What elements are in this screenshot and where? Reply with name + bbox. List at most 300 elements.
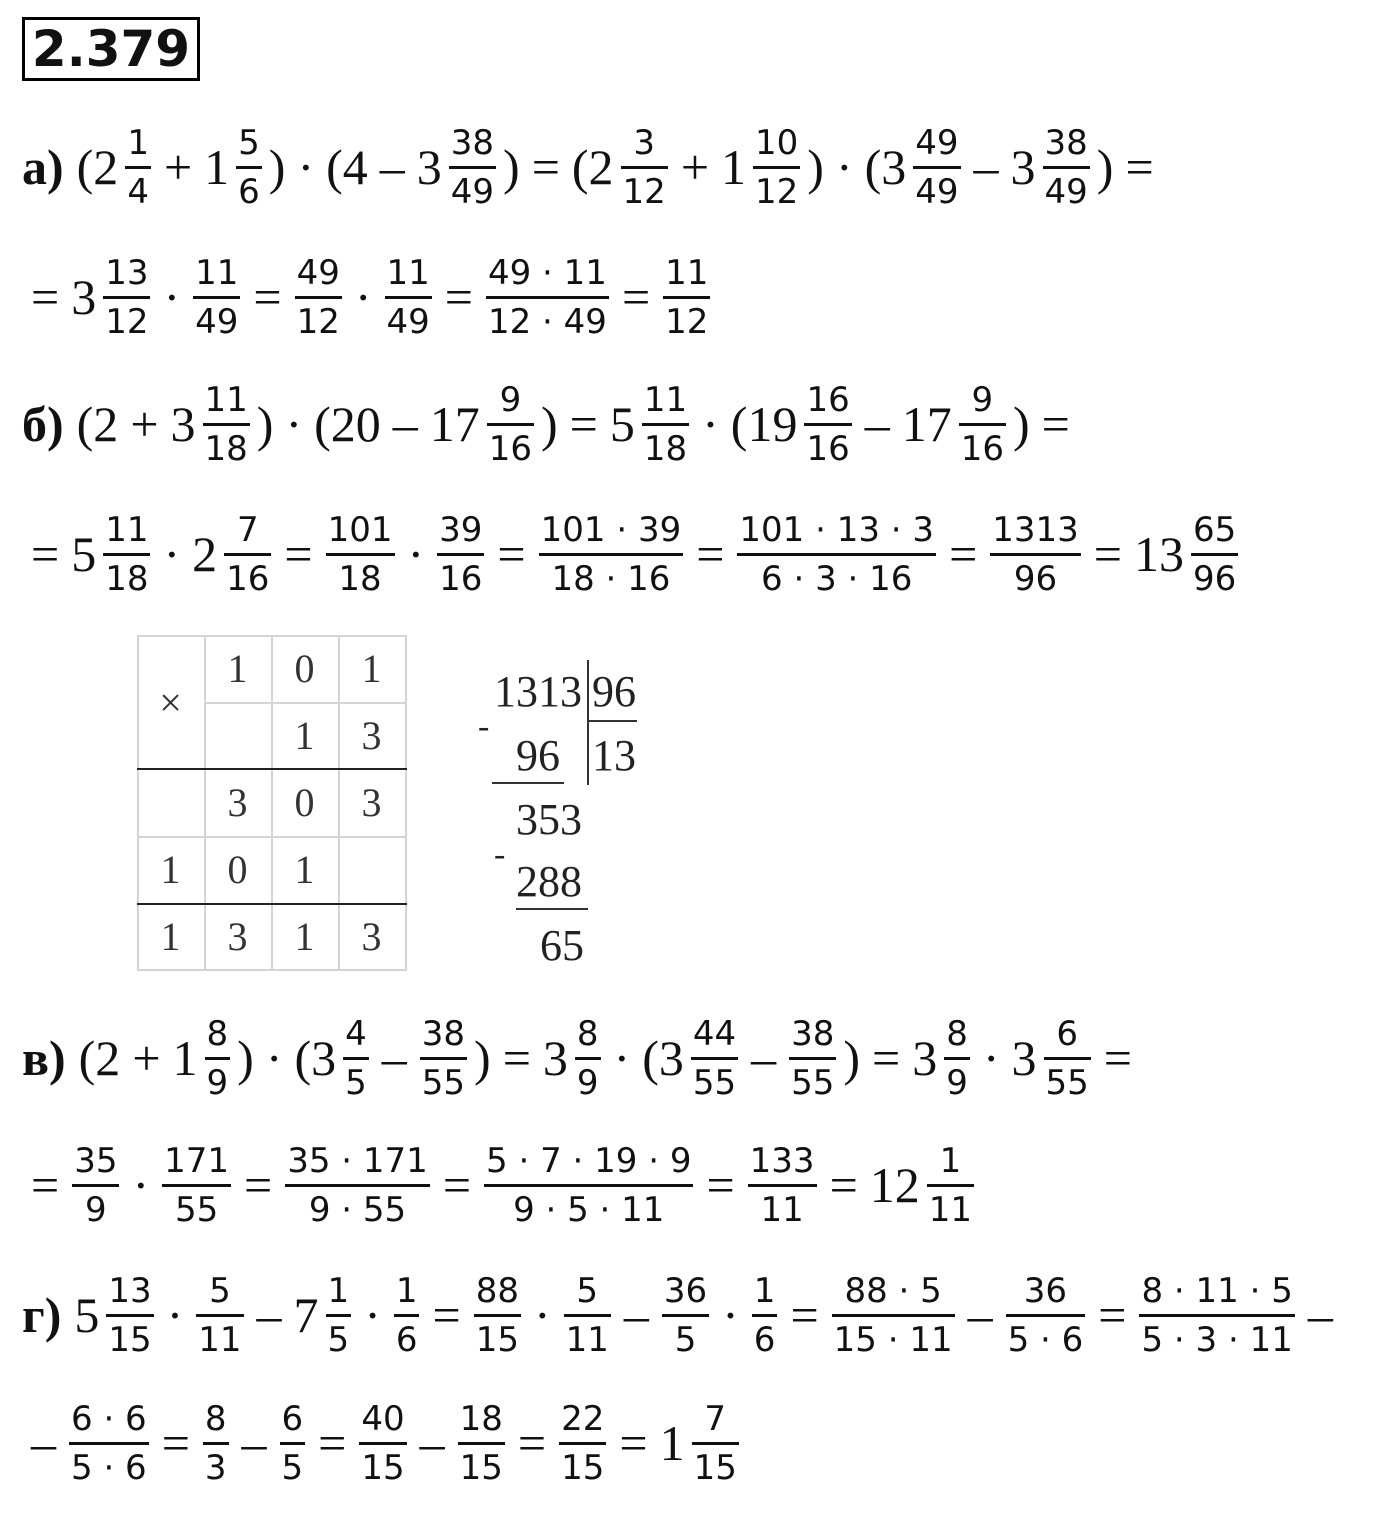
fraction [990,509,1081,599]
part-c-line-1 [22,1003,1141,1113]
operator: · [364,1287,381,1343]
multiply-sign: × [159,680,182,725]
denominator: 5 [327,1319,350,1360]
math-term: (2 [571,139,614,195]
numerator: 49 [915,122,959,163]
numerator: 101 · 13 · 3 [739,509,935,550]
numerator: 8 [946,1013,968,1054]
minus-sign: - [478,708,490,745]
fraction [420,1013,467,1103]
fraction [748,1140,817,1230]
fraction [487,379,534,469]
operator: – [751,1030,777,1086]
grid-cell: 1 [227,646,248,691]
math-term: 13 [1134,526,1184,582]
denominator: 12 [105,301,149,342]
part-c-line-2 [22,1130,978,1240]
numerator: 10 [755,122,799,163]
fraction [343,1013,369,1103]
denominator: 18 [204,428,248,469]
denominator: 96 [1193,558,1237,599]
fraction [662,1270,709,1360]
math-term: (20 [314,396,381,452]
numerator: 8 [576,1013,599,1054]
grid-cell: 0 [294,646,315,691]
operator: = [502,1030,531,1086]
numerator: 38 [1044,122,1088,163]
denominator: 16 [488,428,533,469]
operator: = [1098,1287,1127,1343]
math-term: 1 [204,139,230,195]
numerator: 5 [238,122,260,163]
numerator: 101 [327,509,393,550]
denominator: 55 [421,1062,466,1103]
denominator: 15 · 11 [833,1319,953,1360]
remainder-1: 353 [516,795,582,844]
math-term: 17 [429,396,480,452]
fraction [753,122,800,212]
math-term: ) [268,139,286,195]
fraction [832,1270,955,1360]
numerator: 5 · 7 · 19 · 9 [486,1140,692,1181]
denominator: 11 [565,1319,609,1360]
operator: – [419,1415,445,1471]
fraction [103,252,150,342]
denominator: 55 [174,1189,219,1230]
fraction [737,509,936,599]
fraction [1043,122,1090,212]
fraction [944,1013,970,1103]
operator: = [1125,139,1154,195]
math-term: ) [843,1030,861,1086]
denominator: 3 [204,1447,227,1488]
numerator: 8 [204,1398,227,1439]
denominator: 9 [576,1062,599,1103]
fraction [236,122,262,212]
math-term: 3 [542,1030,568,1086]
fraction [474,1270,521,1360]
denominator: 11 [928,1189,973,1230]
math-term: 2 [192,526,218,582]
multiplication-grid [137,635,407,971]
denominator: 49 [450,171,495,212]
operator: = [569,396,598,452]
fraction [193,252,240,342]
numerator: 65 [1193,509,1237,550]
operator: = [244,1157,273,1213]
numerator: 11 [105,509,149,550]
numerator: 1 [127,122,149,163]
denominator: 16 [806,428,850,469]
denominator: 55 [1045,1062,1089,1103]
grid-cell: 0 [227,847,248,892]
part-d-line-1 [22,1260,1342,1370]
operator: – [864,396,890,452]
numerator: 8 · 11 · 5 [1141,1270,1293,1311]
grid-cell: 1 [160,847,181,892]
operator: = [872,1030,901,1086]
fraction [205,1013,231,1103]
math-term: ) [237,1030,254,1086]
numerator: 6 · 6 [71,1398,147,1439]
denominator: 4 [127,171,149,212]
fraction [125,122,151,212]
denominator: 18 [643,428,688,469]
numerator: 11 [386,252,430,293]
fraction [203,379,250,469]
dividend: 1313 [494,667,582,716]
operator: – [256,1287,282,1343]
operator: · [613,1030,631,1086]
grid-cell: 0 [294,780,315,825]
operator: · [166,1287,184,1343]
fraction [103,509,150,599]
math-term: (19 [730,396,798,452]
fraction [203,1398,229,1488]
math-term: ) [503,139,520,195]
numerator: 49 · 11 [487,252,607,293]
math-term: (2 [76,139,119,195]
numerator: 4 [345,1013,367,1054]
operator: = [284,526,313,582]
denominator: 9 [206,1062,229,1103]
denominator: 49 [915,171,959,212]
fraction [285,1140,430,1230]
operator: + [163,139,193,195]
operator: · [265,1030,283,1086]
denominator: 15 [475,1319,519,1360]
operator: · [835,139,853,195]
problem-number: 2.379 [22,17,200,81]
math-term: (3 [864,139,907,195]
operator: · [722,1287,739,1343]
math-term: 5 [609,396,635,452]
operator: · [354,269,372,325]
numerator: 133 [749,1140,815,1181]
fraction [394,1270,420,1360]
denominator: 15 [693,1447,737,1488]
part-b-expression-2 [22,509,1242,599]
numerator: 5 [209,1270,231,1311]
part-a-line-2 [22,242,714,352]
operator: · [297,139,315,195]
fraction [621,122,668,212]
operator: = [161,1415,190,1471]
denominator: 12 [755,171,799,212]
denominator: 96 [1013,558,1058,599]
numerator: 18 [459,1398,503,1439]
fraction [385,252,432,342]
part-b-line-1 [22,369,1079,479]
numerator: 38 [421,1013,466,1054]
operator: = [31,269,60,325]
fraction [437,509,484,599]
fraction [280,1398,306,1488]
operator: · [163,526,181,582]
numerator: 9 [499,379,522,420]
operator: · [132,1157,150,1213]
operator: = [31,526,60,582]
numerator: 13 [108,1270,152,1311]
numerator: 1313 [992,509,1079,550]
denominator: 18 [338,558,382,599]
denominator: 9 [946,1062,968,1103]
grid-cell: 1 [361,646,382,691]
denominator: 6 [238,171,260,212]
numerator: 88 [475,1270,519,1311]
part-d-expression-1 [71,1270,1342,1360]
operator: · [163,269,181,325]
fraction [959,379,1006,469]
part-c-expression-2 [22,1140,978,1230]
math-term: 3 [416,139,442,195]
numerator: 49 [296,252,340,293]
numerator: 11 [195,252,239,293]
grid-cell: 3 [361,780,382,825]
denominator: 15 [459,1447,503,1488]
fraction [1191,509,1238,599]
operator: – [392,396,418,452]
operator: = [1041,396,1070,452]
grid-cell: 3 [361,713,382,758]
operator: = [432,1287,461,1343]
operator: = [706,1157,735,1213]
fraction [1006,1270,1086,1360]
operator: + [680,139,710,195]
math-term: 3 [170,396,196,452]
numerator: 13 [105,252,149,293]
operator: = [621,269,651,325]
operator: · [702,396,719,452]
numerator: 3 [633,122,655,163]
fraction [359,1398,406,1488]
fraction [663,252,710,342]
math-term: (2 [76,396,119,452]
denominator: 15 [561,1447,605,1488]
long-division [470,660,730,980]
numerator: 5 [576,1270,599,1311]
numerator: 38 [791,1013,835,1054]
numerator: 6 [281,1398,304,1439]
numerator: 11 [665,252,709,293]
grid-cell: 3 [361,914,382,959]
math-term: 3 [1010,139,1036,195]
numerator: 1 [939,1140,962,1181]
math-term: (3 [294,1030,337,1086]
operator: = [497,526,526,582]
numerator: 39 [439,509,483,550]
numerator: 1 [395,1270,418,1311]
fraction [539,509,684,599]
part-a-label: а) [22,139,64,195]
operator: = [442,1157,472,1213]
operator: = [531,139,560,195]
denominator: 12 · 49 [487,301,607,342]
operator: = [949,526,978,582]
math-term: 3 [912,1030,938,1086]
divisor: 96 [592,667,636,716]
grid-cell: 3 [227,780,248,825]
fraction [1139,1270,1294,1360]
operator: = [829,1157,858,1213]
operator: = [444,269,473,325]
numerator: 171 [164,1140,230,1181]
math-term: 1 [172,1030,198,1086]
operator: – [1307,1287,1333,1343]
denominator: 5 · 3 · 11 [1141,1319,1293,1360]
math-term: ) [1012,396,1030,452]
part-d-label: г) [22,1287,62,1343]
numerator: 8 [206,1013,229,1054]
fraction [69,1398,149,1488]
numerator: 6 [1056,1013,1078,1054]
math-term: ) [1096,139,1114,195]
denominator: 49 [1044,171,1088,212]
denominator: 15 [108,1319,152,1360]
operator: – [973,139,999,195]
fraction [72,1140,119,1230]
part-a-line-1 [22,112,1163,222]
numerator: 11 [643,379,688,420]
operator: = [696,526,725,582]
operator: – [623,1287,649,1343]
denominator: 49 [195,301,239,342]
operator: = [790,1287,819,1343]
fraction [691,1013,738,1103]
minus-sign: - [494,836,506,873]
part-d-line-2 [22,1388,743,1498]
numerator: 36 [663,1270,708,1311]
denominator: 5 · 6 [71,1447,147,1488]
fraction [927,1140,974,1230]
fraction [458,1398,505,1488]
numerator: 22 [561,1398,605,1439]
denominator: 49 [386,301,430,342]
numerator: 11 [204,379,248,420]
fraction [486,252,609,342]
denominator: 12 [296,301,340,342]
math-term: (3 [642,1030,684,1086]
fraction [1044,1013,1091,1103]
fraction [575,1013,601,1103]
numerator: 38 [450,122,495,163]
denominator: 18 [105,558,149,599]
operator: = [517,1415,547,1471]
operator: · [533,1287,551,1343]
denominator: 18 · 16 [551,558,671,599]
denominator: 9 [85,1189,107,1230]
operator: – [967,1287,993,1343]
numerator: 36 [1023,1270,1068,1311]
grid-cell: 1 [294,914,315,959]
math-term: 5 [71,526,97,582]
denominator: 15 [361,1447,405,1488]
fraction [295,252,342,342]
fraction [106,1270,153,1360]
math-term: 17 [901,396,952,452]
operator: – [381,1030,407,1086]
math-term: ) [807,139,824,195]
operator: · [407,526,425,582]
grid-cell: 1 [294,847,315,892]
numerator: 16 [806,379,850,420]
denominator: 12 [622,171,666,212]
numerator: 7 [704,1398,727,1439]
fraction [752,1270,778,1360]
math-term: 7 [293,1287,319,1343]
fraction [564,1270,611,1360]
part-c-label: в) [22,1030,66,1086]
denominator: 55 [791,1062,835,1103]
numerator: 9 [971,379,994,420]
denominator: 6 [395,1319,418,1360]
math-term: 1 [659,1415,685,1471]
math-term: (4 [326,139,368,195]
denominator: 5 [674,1319,697,1360]
fraction [913,122,960,212]
fraction [162,1140,231,1230]
math-term: ) [256,396,274,452]
numerator: 7 [236,509,259,550]
operator: = [1093,526,1122,582]
operator: = [318,1415,347,1471]
denominator: 5 · 6 [1007,1319,1084,1360]
part-a-expression-2 [22,252,714,342]
subtrahend-1: 96 [516,731,560,780]
math-term: 12 [869,1157,920,1213]
fraction [692,1398,739,1488]
remainder: 65 [540,921,584,970]
denominator: 55 [692,1062,737,1103]
numerator: 35 [74,1140,118,1181]
fraction [804,379,851,469]
fraction [559,1398,606,1488]
numerator: 35 · 171 [287,1140,428,1181]
fraction [224,509,271,599]
operator: · [982,1030,1000,1086]
grid-cell: 3 [227,914,248,959]
numerator: 44 [692,1013,737,1054]
denominator: 16 [960,428,1004,469]
denominator: 11 [198,1319,242,1360]
part-c-expression-1 [76,1013,1141,1103]
math-term: (2 [78,1030,121,1086]
fraction [449,122,496,212]
part-d-expression-2 [22,1398,743,1488]
subtrahend-2: 288 [516,857,582,906]
math-term: 5 [74,1287,100,1343]
operator: + [132,1030,161,1086]
operator: = [619,1415,648,1471]
denominator: 6 [753,1319,776,1360]
operator: · [285,396,303,452]
denominator: 5 [345,1062,367,1103]
math-term: 3 [71,269,97,325]
math-term: 3 [1011,1030,1037,1086]
fraction [789,1013,836,1103]
denominator: 9 · 55 [308,1189,407,1230]
math-term: 1 [721,139,747,195]
denominator: 16 [226,558,270,599]
fraction [326,509,395,599]
grid-cell: 1 [160,914,181,959]
math-term: ) [541,396,558,452]
part-b-label: б) [22,396,64,452]
fraction [642,379,689,469]
numerator: 1 [327,1270,350,1311]
operator: + [130,396,159,452]
grid-cell: 1 [294,713,315,758]
